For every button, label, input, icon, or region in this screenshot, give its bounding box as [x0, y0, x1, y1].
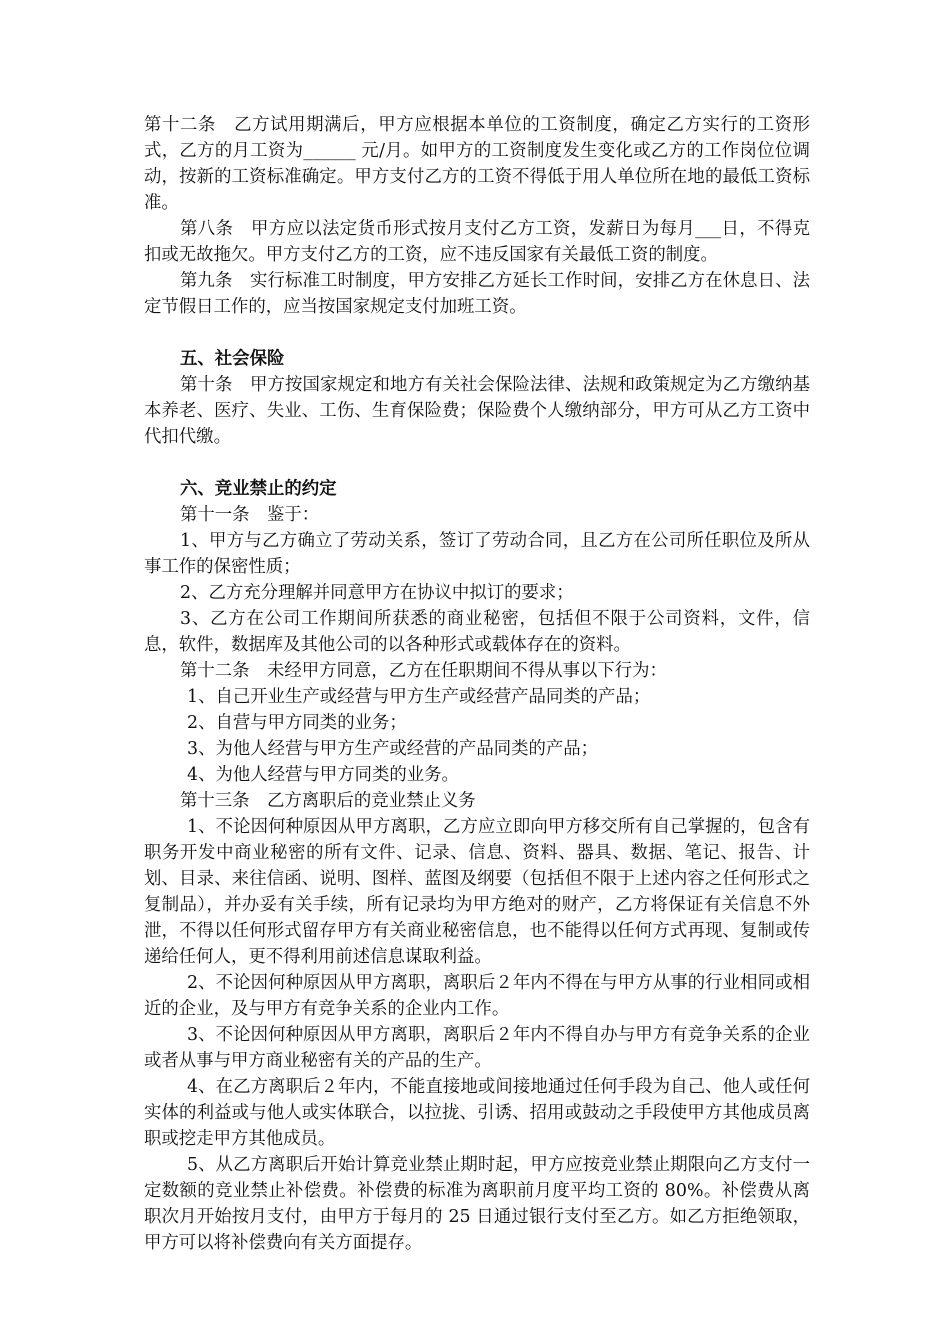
- article-13-item-5: 5、从乙方离职后开始计算竞业禁止期时起，甲方应按竞业禁止期限向乙方支付一定数额的竞业禁止补偿费。补偿费的标准为离职前月度平均工资的 80%。补偿费从离职次月开始按月支付，由甲方于每月的 25 日通过银行支付至乙方。如乙方拒绝领取，甲方可以将补偿费向有关方面提存。: [144, 1155, 810, 1253]
- article-11-title: 第十一条 鉴于：: [180, 505, 320, 525]
- article-13-item-4: 4、在乙方离职后２年内，不能直接地或间接地通过任何手段为自己、他人或任何实体的利益或与他人或实体联合，以拉拢、引诱、招用或鼓动之手段使甲方其他成员离职或挖走甲方其他成员。: [144, 1077, 810, 1149]
- article-13-item-3: 3、不论因何种原因从甲方离职，离职后２年内不得自办与甲方有竞争关系的企业或者从事与甲方商业秘密有关的产品的生产。: [144, 1025, 810, 1071]
- article-12-wage: 第十二条 乙方试用期满后，甲方应根据本单位的工资制度，确定乙方实行的工资形式，乙方的月工资为______ 元/月。如甲方的工资制度发生变化或乙方的工作岗位位调动，按新的工资标准确定。甲方支付乙方的工资不得低于用人单位所在地的最低工资标准。: [144, 115, 810, 213]
- article-13-item-2: 2、不论因何种原因从甲方离职，离职后２年内不得在与甲方从事的行业相同或相近的企业，及与甲方有竞争关系的企业内工作。: [144, 973, 810, 1019]
- article-12-item-2: 2、自营与甲方同类的业务；: [187, 713, 407, 733]
- article-12-title: 第十二条 未经甲方同意，乙方在任职期间不得从事以下行为：: [180, 661, 667, 681]
- spacer: [144, 320, 810, 346]
- article-12-item-1: 1、自己开业生产或经营与甲方生产或经营产品同类的产品；: [187, 687, 651, 707]
- article-11-item-2: 2、乙方充分理解并同意甲方在协议中拟订的要求；: [180, 583, 574, 603]
- article-12-item-4: 4、为他人经营与甲方同类的业务。: [187, 765, 459, 785]
- article-12-item-3: 3、为他人经营与甲方生产或经营的产品同类的产品；: [187, 739, 599, 759]
- article-13-item-1: 1、不论因何种原因从甲方离职，乙方应立即向甲方移交所有自己掌握的，包含有职务开发中商业秘密的所有文件、记录、信息、资料、器具、数据、笔记、报告、计划、目录、来往信函、说明、图样、蓝图及纲要（包括但不限于上述内容之任何形式之复制品），并办妥有关手续，所有记录均为甲方绝对的财产，乙方将保证有关信息不外泄，不得以任何形式留存甲方有关商业秘密信息，也不能得以任何方式再现、复制或传递给任何人，更不得利用前述信息谋取利益。: [144, 817, 810, 967]
- article-8-payday: 第八条 甲方应以法定货币形式按月支付乙方工资，发薪日为每月___日，不得克扣或无故拖欠。甲方支付乙方的工资，应不违反国家有关最低工资的制度。: [144, 219, 810, 265]
- section-6-heading: 六、竞业禁止的约定: [180, 479, 337, 499]
- section-5-heading: 五、社会保险: [180, 349, 285, 369]
- article-10-social-insurance: 第十条 甲方按国家规定和地方有关社会保险法律、法规和政策规定为乙方缴纳基本养老、医疗、失业、工伤、生育保险费；保险费个人缴纳部分，甲方可从乙方工资中代扣代缴。: [144, 375, 810, 447]
- article-11-item-3: 3、乙方在公司工作期间所获悉的商业秘密，包括但不限于公司资料，文件，信息，软件，数据库及其他公司的以各种形式或载体存在的资料。: [144, 609, 810, 655]
- article-11-item-1: 1、甲方与乙方确立了劳动关系，签订了劳动合同，且乙方在公司所任职位及所从事工作的保密性质；: [144, 531, 810, 577]
- article-13-title: 第十三条 乙方离职后的竞业禁止义务: [180, 791, 476, 811]
- spacer: [144, 450, 810, 476]
- article-9-working-hours: 第九条 实行标准工时制度，甲方安排乙方延长工作时间，安排乙方在休息日、法定节假日工作的，应当按国家规定支付加班工资。: [144, 271, 810, 317]
- document-page: [144, 112, 810, 1256]
